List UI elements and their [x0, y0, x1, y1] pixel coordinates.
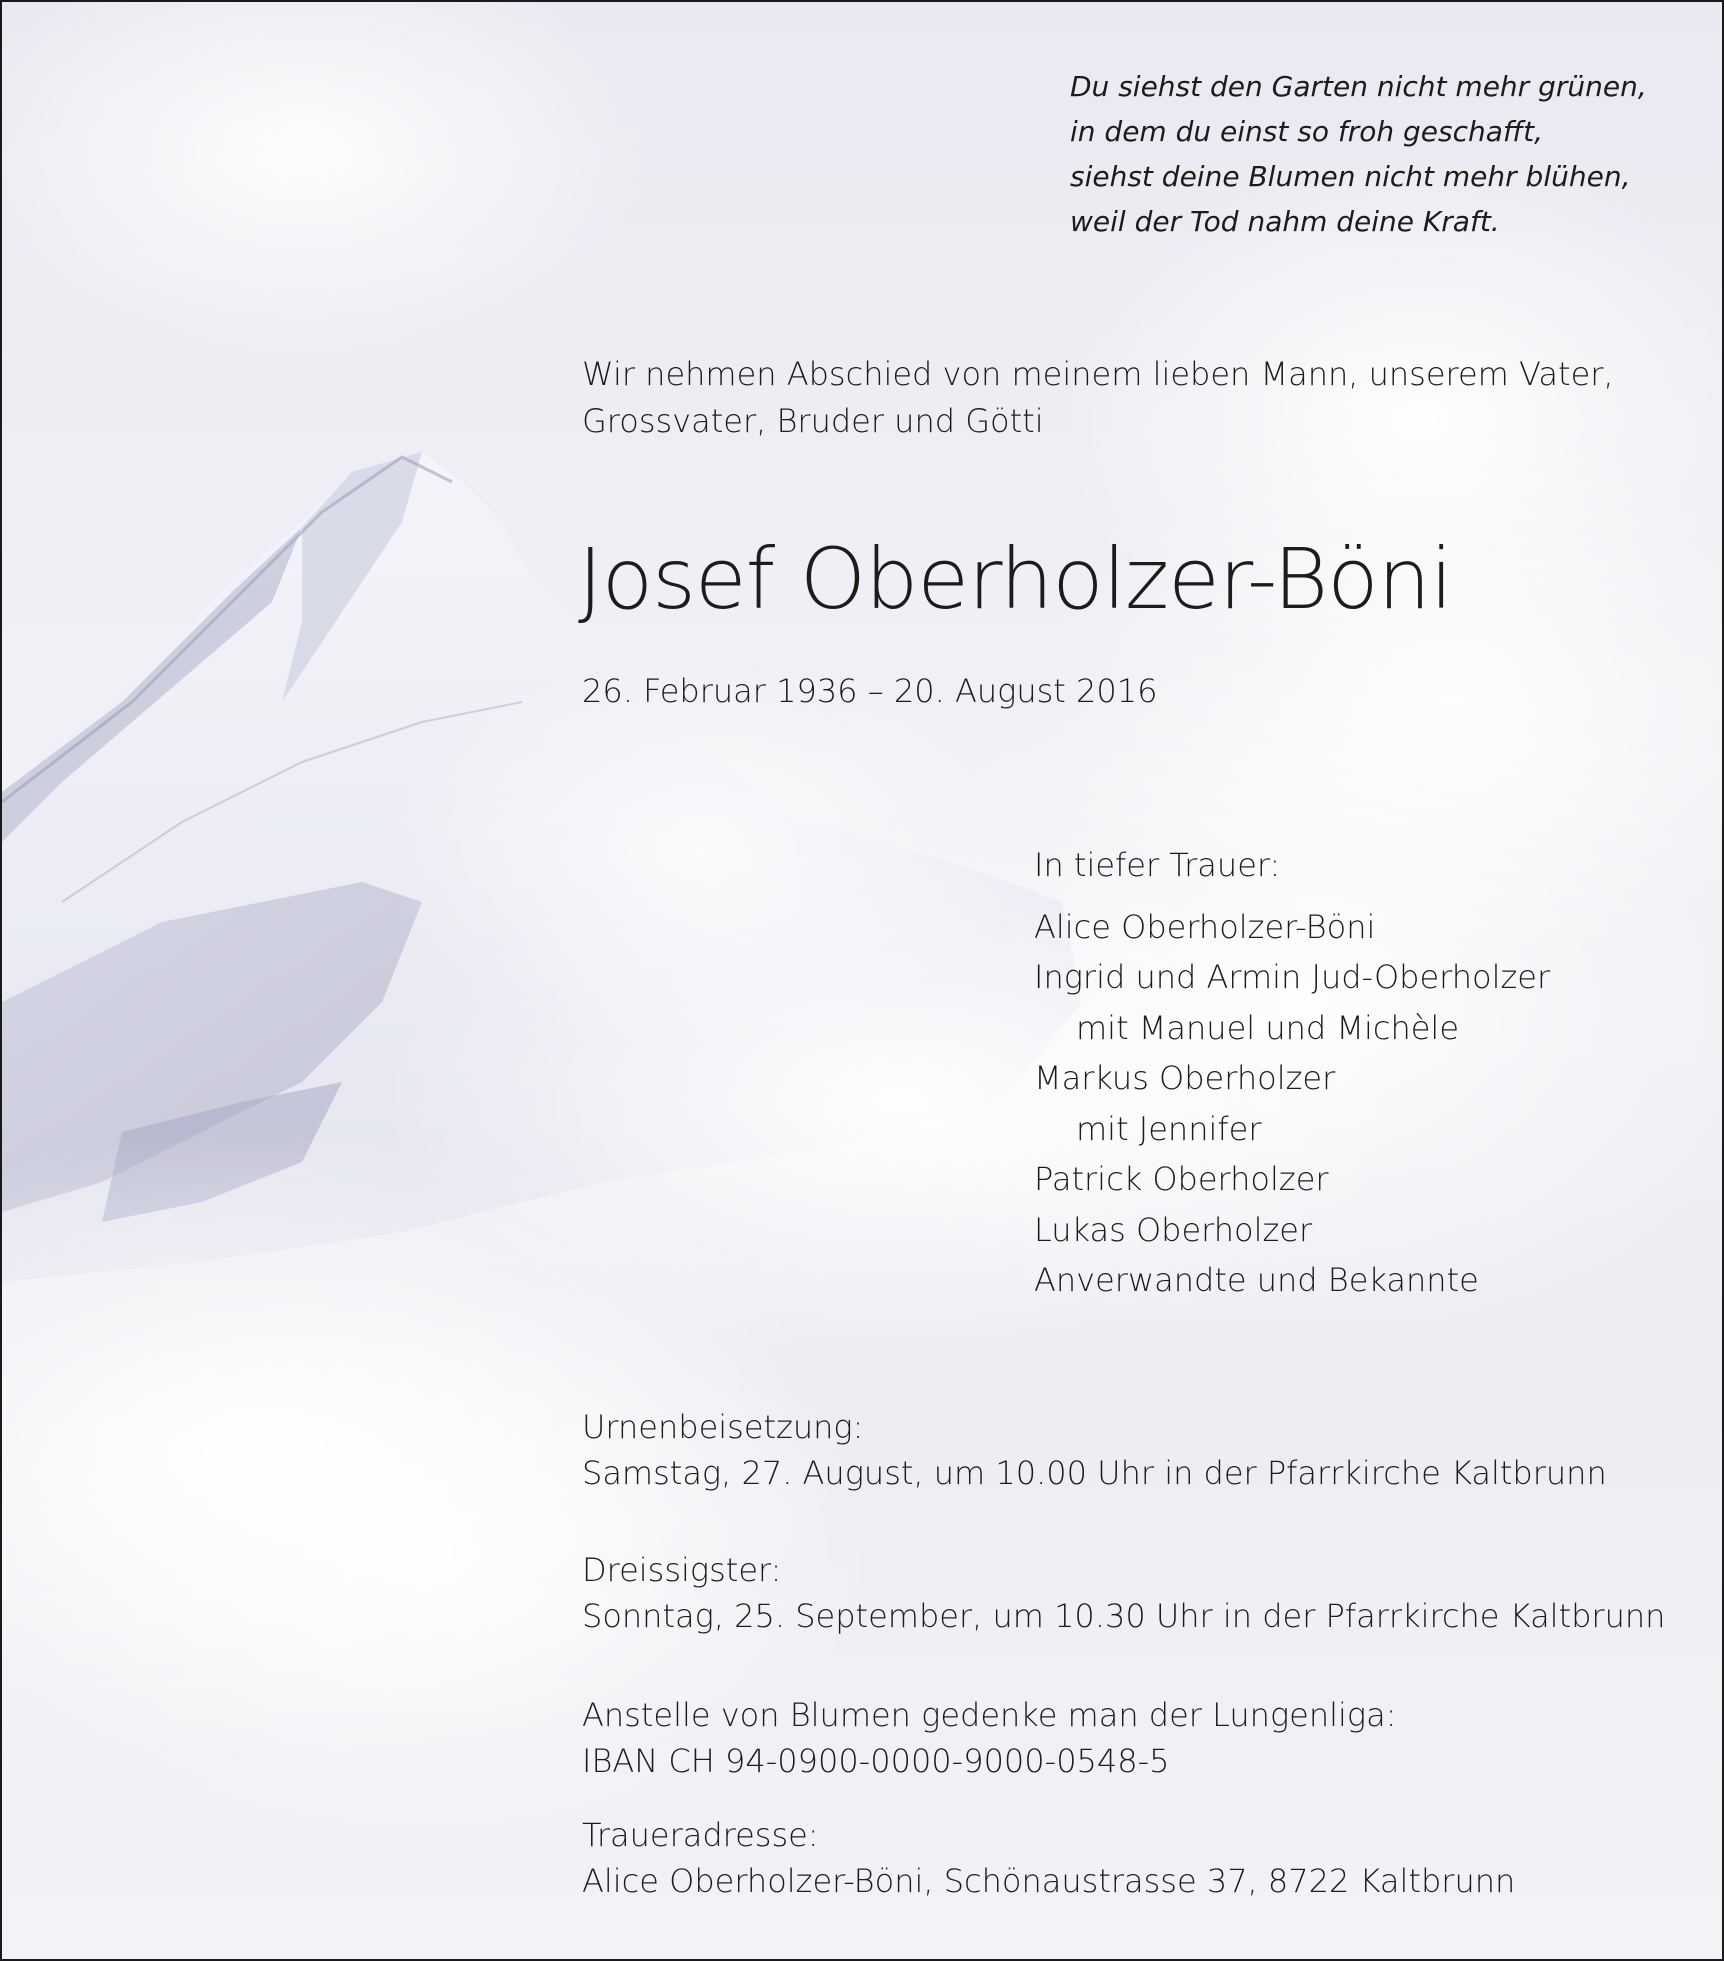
mourner-name: Patrick Oberholzer [1034, 1160, 1329, 1198]
address-label: Traueradresse: [582, 1816, 819, 1854]
thirtieth-label: Dreissigster: [582, 1551, 782, 1589]
poem-line: in dem du einst so froh geschafft, [1070, 115, 1543, 148]
burial-info [582, 1404, 1607, 1496]
poem-line: weil der Tod nahm deine Kraft. [1070, 205, 1500, 238]
mourners-heading: In tiefer Trauer: [1034, 846, 1281, 884]
intro-line: Wir nehmen Abschied von meinem lieben Mann, unserem Vater, [582, 355, 1614, 393]
thirtieth-detail: Sonntag, 25. September, um 10.30 Uhr in der Pfarrkirche Kaltbrunn [582, 1597, 1666, 1635]
mourner-name: Alice Oberholzer-Böni [1034, 907, 1376, 946]
intro-line: Grossvater, Bruder und Götti [582, 402, 1044, 440]
donation-label: Anstelle von Blumen gedenke man der Lungenliga: [582, 1696, 1397, 1734]
life-dates: 26. Februar 1936 – 20. August 2016 [582, 672, 1158, 710]
poem-line: siehst deine Blumen nicht mehr blühen, [1070, 160, 1631, 193]
burial-detail: Samstag, 27. August, um 10.00 Uhr in der Pfarrkirche Kaltbrunn [582, 1454, 1607, 1492]
donation-info [582, 1692, 1396, 1784]
thirtieth-info [582, 1547, 1665, 1639]
mourner-name: Markus Oberholzer [1034, 1059, 1336, 1097]
mourners-list [1034, 840, 1550, 1306]
address-detail: Alice Oberholzer-Böni, Schönaustrasse 37, 8722 Kaltbrunn [582, 1862, 1516, 1900]
burial-label: Urnenbeisetzung: [582, 1408, 864, 1446]
mourner-name: mit Manuel und Michèle [1076, 1008, 1459, 1047]
poem [1070, 64, 1647, 244]
mourning-address [582, 1812, 1515, 1904]
deceased-name: Josef Oberholzer-Böni [578, 530, 1453, 628]
donation-iban: IBAN CH 94-0900-0000-9000-0548-5 [582, 1742, 1170, 1780]
mourner-name: mit Jennifer [1076, 1109, 1262, 1148]
mourner-name: Ingrid und Armin Jud-Oberholzer [1034, 958, 1551, 996]
farewell-intro [582, 351, 1614, 445]
poem-line: Du siehst den Garten nicht mehr grünen, [1070, 70, 1647, 103]
mourner-name: Anverwandte und Bekannte [1034, 1261, 1479, 1299]
mourner-name: Lukas Oberholzer [1034, 1210, 1313, 1249]
